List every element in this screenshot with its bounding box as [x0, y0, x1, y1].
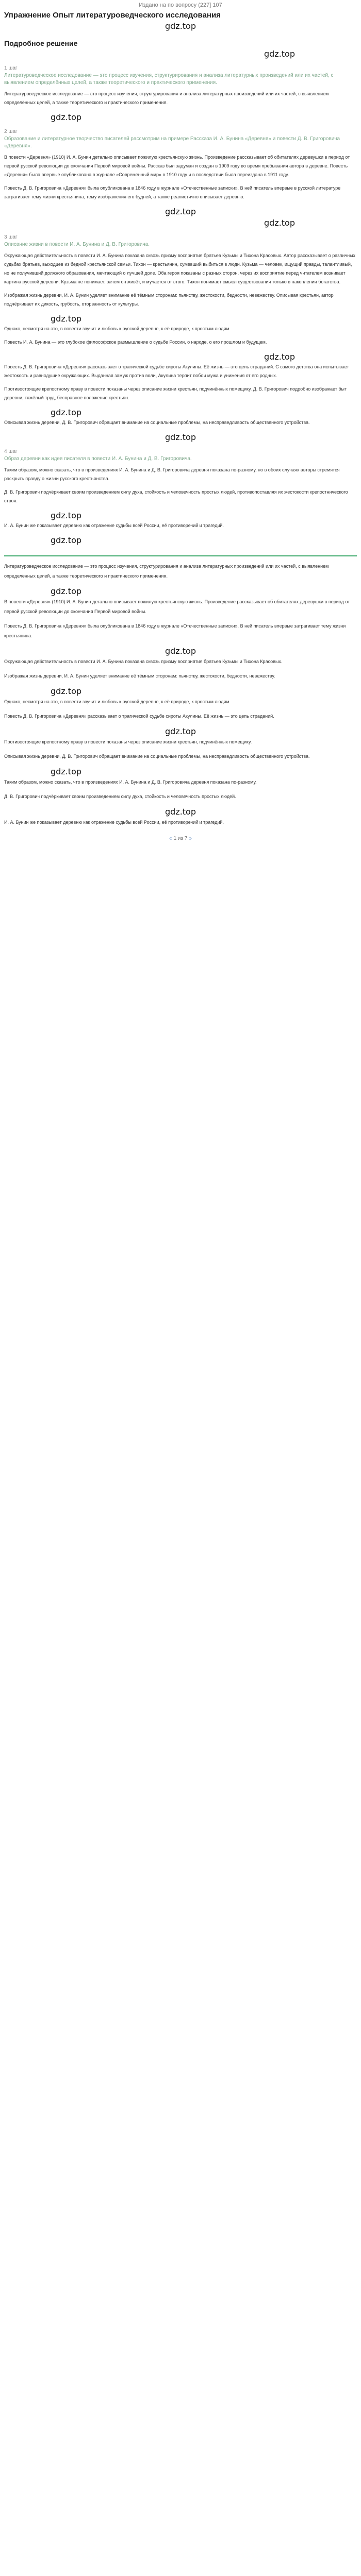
summary-paragraph: Повесть Д. В. Григоровича «Деревня» была опубликована в 1846 году в журнале «Отечественные записки». В ней писатель впервые затрагивает тему жизни крестьянина.: [4, 623, 346, 638]
pager-next-link[interactable]: »: [189, 836, 192, 841]
step-lead: Описание жизни в повести И. А. Бунина и Д. В. Григоровича.: [4, 242, 150, 247]
step-paragraph: Повесть И. А. Бунина — это глубокое философское размышление о судьбе России, о народе, о его прошлом и будущем.: [4, 340, 267, 345]
summary-paragraph: Таким образом, можно сказать, что в произведениях И. А. Бунина и Д. В. Григоровича деревня показана по-разному.: [4, 779, 257, 785]
watermark: gdz.top: [165, 432, 196, 442]
page-title: Упражнение Опыт литературоведческого исследования: [4, 11, 221, 20]
step-label: 4 шаг: [4, 449, 18, 454]
watermark: gdz.top: [264, 49, 295, 59]
step-section: [4, 65, 357, 123]
step-paragraph: В повести «Деревня» (1910) И. А. Бунин детально описывает пожилую крестьянскую жизнь. Произведение рассказывает об обитателях деревушки в период от первой русской революции до окончания Первой мировой войны. Рассказ был задуман и создан в 1909 году во время пребывания автора в деревне. Повесть «Деревня» была впервые опубликована в журнале «Современный мир» в 1910 году и в последствии была переиздана в 1911 году.: [4, 155, 350, 177]
step-lead: Образование и литературное творчество писателей рассмотрим на примере Рассказа И. А. Бунина «Деревня» и повести Д. В. Григоровича «Деревня».: [4, 136, 340, 149]
summary-paragraph: Повесть Д. В. Григоровича «Деревня» рассказывает о трагической судьбе сироты Акулины. Её жизнь — это цепь страданий.: [4, 714, 274, 719]
step-paragraph: Д. В. Григорович подчёркивает своим произведением силу духа, стойкость и человечность простых людей, противопоставляя их жестокости крепостнического строя.: [4, 489, 348, 503]
watermark: gdz.top: [51, 767, 82, 776]
step-body: [4, 466, 357, 530]
step-paragraph: Таким образом, можно сказать, что в произведениях И. А. Бунина и Д. В. Григоровича деревня показана по-разному, но в обоих случаях авторы стремятся раскрыть правду о жизни русского крестьянства.: [4, 467, 340, 481]
step-label: 3 шаг: [4, 234, 18, 240]
step-paragraph: Описывая жизнь деревни, Д. В. Григорович обращает внимание на социальные проблемы, на несправедливость общественного устройства.: [4, 420, 310, 425]
step-section: [4, 128, 357, 229]
watermark: gdz.top: [51, 586, 82, 596]
watermark: gdz.top: [51, 112, 82, 122]
step-body: [4, 90, 357, 107]
summary-text: [4, 562, 357, 827]
summary-paragraph: Литературоведческое исследование — это процесс изучения, структурирования и анализа литературных произведений или их частей, с выявлением определённых целей, а также теоретического и практического применения.: [4, 564, 329, 579]
summary-paragraph: Изображая жизнь деревни, И. А. Бунин уделяет внимание её тёмным сторонам: пьянству, жестокости, бедности, невежеству.: [4, 673, 275, 679]
watermark: gdz.top: [165, 646, 196, 656]
step-body: [4, 153, 357, 217]
step-paragraph: И. А. Бунин же показывает деревню как отражение судьбы всей России, её противоречий и трагедий.: [4, 523, 224, 528]
summary-paragraph: Однако, несмотря на это, в повести звучит и любовь к русской деревне, к её природе, к простым людям.: [4, 699, 231, 704]
top-link[interactable]: Издано на по вопросу (227] 107: [139, 2, 222, 8]
step-section: [4, 234, 357, 443]
step-paragraph: Изображая жизнь деревни, И. А. Бунин уделяет внимание её тёмным сторонам: пьянству, жестокости, бедности, невежеству. Описывая крестьян, автор подчёркивает их дикость, грубость, оторванность от культуры.: [4, 293, 334, 307]
step-paragraph: Окружающая действительность в повести И. А. Бунина показана сквозь призму восприятия братьев Кузьмы и Тихона Красовых. Автор рассказывает о различных судьбах братьев, выходцев из бедной крестьянской семьи. Тихон — крестьянин, сумевший выбиться в люди. Кузьма — человек, ищущий правды, талантливый, но не получивший должного образования, мечтающий о лучшей доле. Оба героя показаны с разных сторон, через их восприятие перед читателем возникает картина русской деревни. Кузьма не понимает, зачем он живёт, и мучается от этого. Тихон понимает смысл существования только в накоплении богатства.: [4, 253, 356, 284]
summary-paragraph: Противостоящие крепостному праву в повести показаны через описание жизни крестьян, подчинённых помещику.: [4, 739, 252, 744]
summary-paragraph: И. А. Бунин же показывает деревню как отражение судьбы всей России, её противоречий и трагедий.: [4, 820, 224, 825]
step-label: 2 шаг: [4, 129, 18, 134]
step-paragraph: Литературоведческое исследование — это процесс изучения, структурирования и анализа литературных произведений или их частей, с выявлением определённых целей, а также теоретического и практического применения.: [4, 91, 329, 105]
watermark: gdz.top: [51, 314, 82, 324]
pager: [4, 834, 357, 842]
pager-text: 1 из 7: [173, 836, 188, 841]
watermark: gdz.top: [264, 352, 295, 362]
summary-paragraph: В повести «Деревня» (1910) И. А. Бунин детально описывает пожилую крестьянскую жизнь. Произведение рассказывает об обитателях деревушки в период от первой русской революции до окончания Первой мировой войны.: [4, 599, 350, 614]
step-paragraph: Повесть Д. В. Григоровича «Деревня» рассказывает о трагической судьбе сироты Акулины. Её жизнь — это цепь страданий. С самого детства она испытывает жестокость и равнодушие окружающих. Выданная замуж против воли, Акулина терпит побои мужа и унижения от его родных.: [4, 364, 349, 378]
summary-box: [4, 555, 357, 827]
watermark: gdz.top: [51, 511, 82, 520]
watermark: gdz.top: [165, 21, 196, 31]
steps-container: [4, 65, 357, 546]
step-section: [4, 448, 357, 546]
step-lead: Литературоведческое исследование — это процесс изучения, структурирования и анализа литературных произведений или их частей, с выявлением определённых целей, а также теоретического и практического применения.: [4, 73, 334, 86]
watermark: gdz.top: [165, 207, 196, 216]
watermark: gdz.top: [51, 535, 82, 545]
step-lead: Образ деревни как идея писателя в повести И. А. Бунина и Д. В. Григоровича.: [4, 456, 192, 462]
step-body: [4, 251, 357, 427]
summary-paragraph: Описывая жизнь деревни, Д. В. Григорович обращает внимание на социальные проблемы, на несправедливость общественного устройства.: [4, 754, 310, 759]
watermark: gdz.top: [264, 218, 295, 228]
step-paragraph: Повесть Д. В. Григоровича «Деревня» была опубликована в 1846 году в журнале «Отечественные записки». В ней писатель впервые в русской литературе затрагивает тему жизни крестьянина, тему изображения его будней, а также реалистично описывает деревню.: [4, 185, 341, 199]
watermark: gdz.top: [165, 807, 196, 817]
summary-paragraph: Окружающая действительность в повести И. А. Бунина показана сквозь призму восприятия братьев Кузьмы и Тихона Красовых.: [4, 659, 283, 664]
watermark: gdz.top: [51, 686, 82, 696]
page: [0, 0, 361, 862]
summary-paragraph: Д. В. Григорович подчёркивает своим произведением силу духа, стойкость и человечность простых людей.: [4, 794, 236, 799]
watermark: gdz.top: [165, 726, 196, 736]
watermark: gdz.top: [51, 408, 82, 417]
step-paragraph: Однако, несмотря на это, в повести звучит и любовь к русской деревне, к её природе, к простым людям.: [4, 326, 231, 331]
solution-heading: Подробное решение: [4, 39, 78, 47]
pager-prev-link[interactable]: «: [169, 836, 172, 841]
step-paragraph: Противостоящие крепостному праву в повести показаны через описание жизни крестьян, подчинённых помещику. Д. В. Григорович подробно изображает быт деревни, тяжёлый труд, бесправное положение крестьян.: [4, 386, 347, 400]
step-label: 1 шаг: [4, 65, 18, 71]
